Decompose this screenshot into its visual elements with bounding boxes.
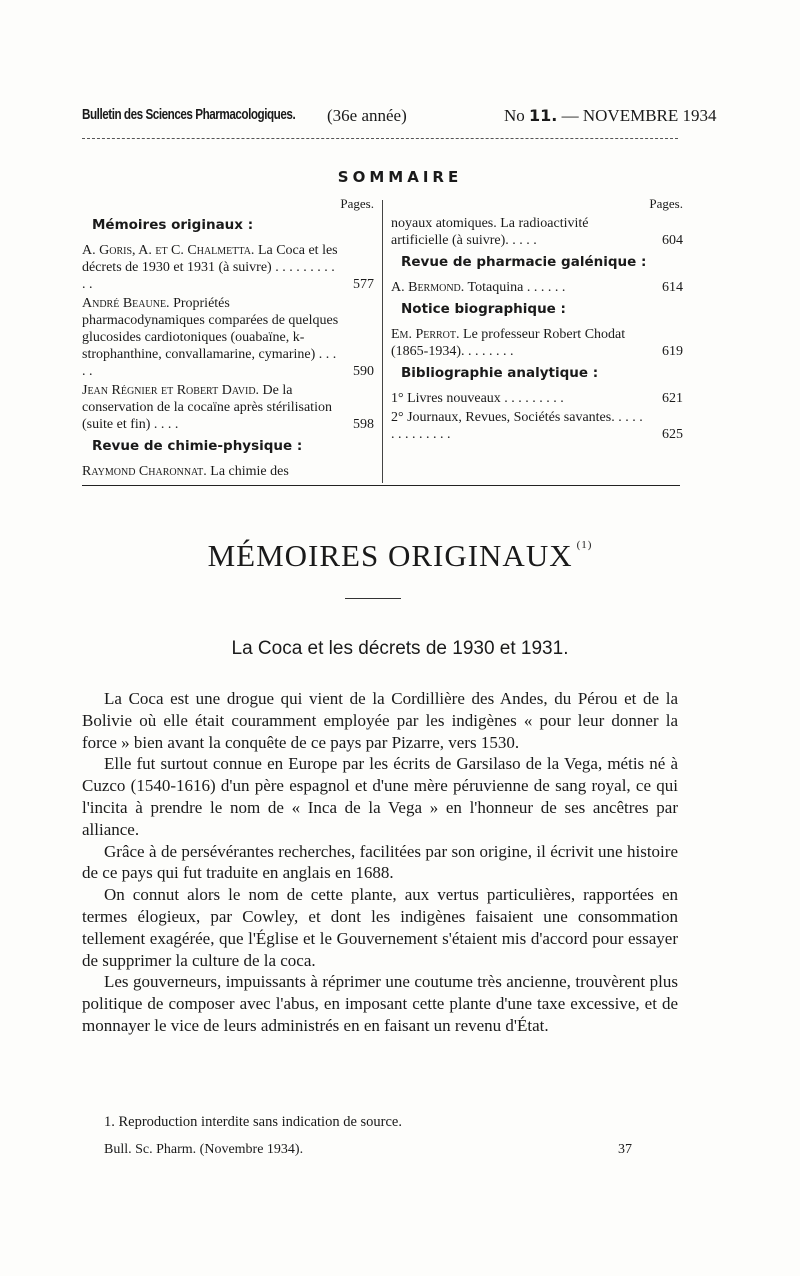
toc-entry <box>391 390 683 407</box>
column-divider <box>382 200 383 483</box>
article-paragraph: On connut alors le nom de cette plante, aux vertus particulières, rapportées en termes élogieux, par Cowley, et dont les indigènes faisaient une consommation tellement exagérée, que l'Église et le Gouvernement s'étaient mis d'accord pour essayer de supprimer la culture de la coca. <box>82 885 678 970</box>
toc-entry <box>82 242 374 293</box>
toc-entry-page: 604 <box>662 233 683 248</box>
toc-section-heading: Notice biographique : <box>401 301 566 317</box>
toc-entry-authors: Raymond Charonnat. <box>82 464 207 479</box>
page-number: 37 <box>618 1142 632 1157</box>
toc-entry-text: Le professeur Robert Chodat (1865-1934). . . . . . . . <box>391 327 626 359</box>
toc-entry-text: 1° Livres nouveaux . . . . . . . . . <box>391 391 564 406</box>
toc-entry-text: La chimie des <box>210 464 289 479</box>
toc-entry-authors: A. Goris, A. et C. Chalmetta. <box>82 243 255 258</box>
article-body <box>82 688 678 1037</box>
issue-date: — NOVEMBRE 1934 <box>561 106 717 125</box>
toc-entry-page: 625 <box>662 427 683 442</box>
toc-entry-text: Totaquina . . . . . . <box>467 280 566 295</box>
toc-entry-page: 577 <box>353 277 374 292</box>
toc-entry <box>391 409 683 443</box>
footer-citation: Bull. Sc. Pharm. (Novembre 1934). <box>104 1142 304 1157</box>
sommaire-left-column <box>82 195 374 482</box>
issue-number-prefix: No <box>504 106 525 125</box>
article-paragraph: Elle fut surtout connue en Europe par les écrits de Garsilaso de la Vega, métis né à Cuzco (1540-1616) d'un père espagnol et d'une mère péruvienne de sang royal, ce qui l'incita à prendre le nom de « Inca de la Vega » en l'honneur de ses ancêtres par alliance. <box>82 754 678 839</box>
toc-entry-text: La Coca et les décrets de 1930 et 1931 (à suivre) . . . . . . . . . . . <box>82 243 338 292</box>
footnote: 1. Reproduction interdite sans indication de source. <box>104 1114 402 1130</box>
toc-entry-authors: Jean Régnier et Robert David. <box>82 383 260 398</box>
journal-title: Bulletin des Sciences Pharmacologiques. <box>82 106 296 123</box>
issue-number-value: 11. <box>529 106 558 125</box>
toc-entry <box>82 295 374 380</box>
toc-entry-page: 590 <box>353 364 374 379</box>
sommaire-right-column <box>391 195 683 445</box>
toc-entry-authors: André Beaune. <box>82 296 170 311</box>
toc-entry-text: De la conservation de la cocaïne après stérilisation (suite et fin) . . . . <box>82 383 332 432</box>
toc-entry <box>391 279 683 296</box>
toc-entry <box>391 215 683 249</box>
toc-entry-page: 598 <box>353 417 374 432</box>
toc-entry-text: noyaux atomiques. La radioactivité artificielle (à suivre). . . . . <box>391 216 589 248</box>
issue-number <box>504 106 717 126</box>
sommaire-heading: SOMMAIRE <box>337 168 463 186</box>
toc-entry-page: 614 <box>662 280 683 295</box>
toc-entry-authors: Em. Perrot. <box>391 327 460 342</box>
toc-entry <box>82 463 374 480</box>
section-title <box>0 538 800 574</box>
article-paragraph: Les gouverneurs, impuissants à réprimer une coutume très ancienne, trouvèrent plus politique de composer avec l'abus, en imposant cette plante d'une taxe excessive, et de monnayer le vice de leurs administrés en en faisant un revenu d'État. <box>82 972 678 1035</box>
section-title-text: MÉMOIRES ORIGINAUX <box>207 538 573 573</box>
header-rule <box>82 138 678 139</box>
toc-section-heading: Revue de pharmacie galénique : <box>401 254 647 270</box>
article-title: La Coca et les décrets de 1930 et 1931. <box>231 638 569 659</box>
article-paragraph: Grâce à de persévérantes recherches, facilitées par son origine, il écrivit une histoire de ce pays qui fut traduite en anglais en 1688. <box>82 841 678 883</box>
toc-entry <box>391 326 683 360</box>
footnote-mark: (1) <box>576 539 593 551</box>
toc-section-heading: Revue de chimie-physique : <box>92 438 303 454</box>
toc-entry-text: Propriétés pharmacodynamiques comparées de quelques glucosides cardiotoniques (ouabaïne, k-strophanthine, convallamarine, cymarine) . . . . . <box>82 296 339 379</box>
pages-label-left: Pages. <box>340 196 374 211</box>
toc-entry-text: 2° Journaux, Revues, Sociétés savantes. . . . . . . . . . . . . . <box>391 410 643 442</box>
toc-entry <box>82 382 374 433</box>
sommaire-bottom-rule <box>82 485 680 486</box>
toc-section-heading: Mémoires originaux : <box>92 217 254 233</box>
issue-year: (36e année) <box>327 106 407 125</box>
pages-label-right: Pages. <box>649 196 683 211</box>
title-rule <box>345 598 401 599</box>
toc-entry-page: 619 <box>662 344 683 359</box>
article-paragraph: La Coca est une drogue qui vient de la Cordillière des Andes, du Pérou et de la Bolivie où elle était couramment employée par les indigènes « pour leur donner la force » bien avant la conquête de ce pays par Pizarre, vers 1530. <box>82 689 678 752</box>
toc-entry-authors: A. Bermond. <box>391 280 465 295</box>
toc-section-heading: Bibliographie analytique : <box>401 365 599 381</box>
toc-entry-page: 621 <box>662 391 683 406</box>
